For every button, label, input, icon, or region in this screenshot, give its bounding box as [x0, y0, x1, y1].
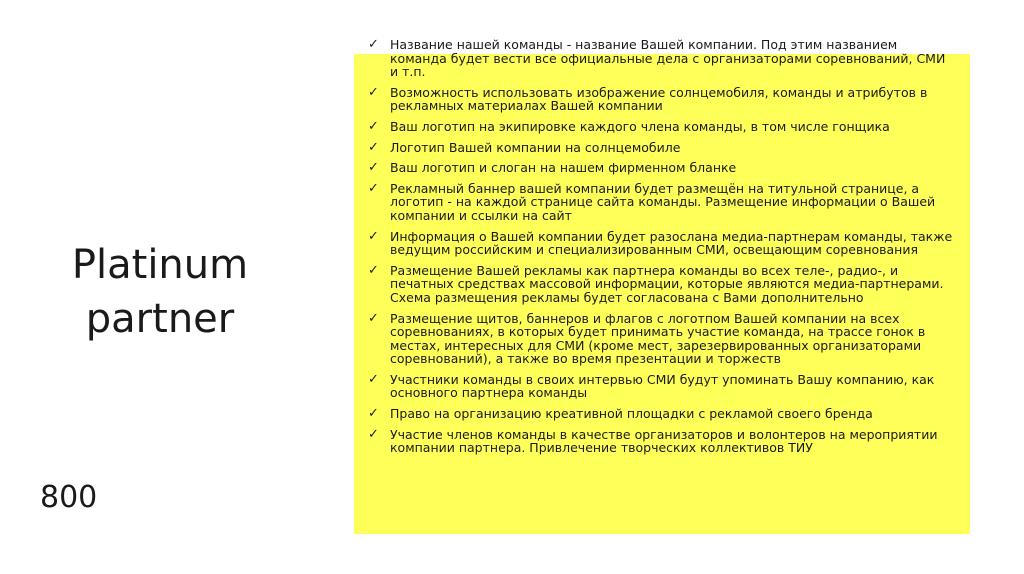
price-value: 800 [40, 480, 98, 515]
check-icon: ✓ [368, 37, 379, 52]
check-icon: ✓ [368, 371, 379, 387]
list-item [366, 373, 956, 400]
list-item-text: Информация о Вашей компании будет разослана медиа-партнерам команды, также ведущим российским и специализированным СМИ, освещающим соревнования [390, 228, 953, 258]
list-item-text: Логотип Вашей компании на солнцемобиле [390, 139, 681, 155]
list-item [366, 120, 956, 134]
list-item-text: Участники команды в своих интервью СМИ будут упоминать Вашу компанию, как основного партнера команды [390, 371, 935, 401]
list-item [366, 38, 956, 79]
list-item [366, 407, 956, 421]
list-item [366, 141, 956, 155]
title-line-1: Platinum [71, 242, 249, 288]
list-item-text: Участие членов команды в качестве организаторов и волонтеров на мероприятии компании партнера. Привлечение творческих коллективов ТИУ [390, 426, 938, 456]
list-item-text: Ваш логотип и слоган на нашем фирменном бланке [390, 160, 737, 176]
list-item [366, 428, 956, 455]
check-icon: ✓ [368, 426, 379, 442]
list-item-text: Ваш логотип на экипировке каждого члена команды, в том числе гонщика [390, 118, 890, 134]
list-item [366, 264, 956, 305]
page-title [70, 238, 250, 346]
check-icon: ✓ [368, 139, 379, 155]
check-icon: ✓ [368, 84, 379, 100]
list-item [366, 86, 956, 113]
check-icon: ✓ [368, 228, 379, 244]
list-item-text: Право на организацию креативной площадки с рекламой своего бренда [390, 406, 873, 422]
benefits-list [366, 38, 956, 462]
check-icon: ✓ [368, 310, 379, 326]
list-item-text: Возможность использовать изображение солнцемобиля, команды и атрибутов в рекламных материалах Вашей компании [390, 84, 928, 114]
check-icon: ✓ [368, 160, 379, 176]
title-line-2: partner [85, 296, 235, 342]
list-item-text: Размещение Вашей рекламы как партнера команды во всех теле-, радио-, и печатных средствах массовой информации, которые являются медиа-партнерами. Схема размещения рекламы будет согласована с Вами дополнительно [390, 262, 944, 305]
check-icon: ✓ [368, 180, 379, 196]
check-icon: ✓ [368, 406, 379, 422]
list-item-text: Рекламный баннер вашей компании будет размещён на титульной странице, а логотип - на каждой странице сайта команды. Размещение информации о Вашей компании и ссылки на сайт [390, 180, 936, 223]
list-item-text: Название нашей команды - название Вашей компании. Под этим названием команда будет вести все официальные дела с организаторами соревнований, СМИ и т.п. [390, 37, 946, 80]
check-icon: ✓ [368, 118, 379, 134]
list-item [366, 230, 956, 257]
list-item-text: Размещение щитов, баннеров и флагов с логотпом Вашей компании на всех соревнованиях, в которых будет принимать участие команда, на трассе гонок в местах, интересных для СМИ (кроме мест, зарезервированных организаторами соревнований), а также во время презентации и торжеств [390, 310, 926, 367]
list-item [366, 312, 956, 366]
check-icon: ✓ [368, 262, 379, 278]
list-item [366, 182, 956, 223]
list-item [366, 161, 956, 175]
